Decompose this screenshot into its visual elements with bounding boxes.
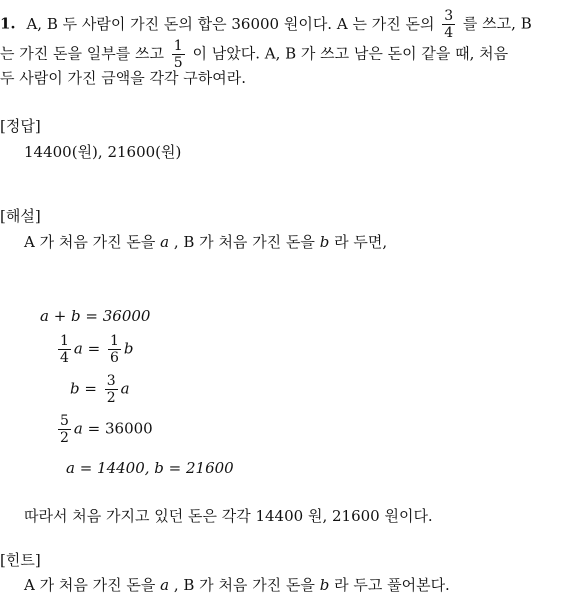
frac-den: 4 [444, 25, 454, 41]
problem-text-2a: 는 가진 돈을 일부를 쓰고 [0, 44, 164, 63]
eq-var: b [123, 339, 134, 358]
eq-rhs: = 36000 [82, 419, 153, 438]
problem-text-1a: A, B 두 사람이 가진 돈의 합은 36000 원이다. A 는 가진 돈의 [26, 14, 435, 33]
var-a: a [160, 576, 170, 594]
equation-4 [58, 413, 153, 446]
var-a: a [160, 233, 170, 251]
eq2-lhs-frac [58, 333, 71, 366]
eq4-frac [58, 413, 71, 446]
problem-text-1b: 를 쓰고, B [462, 14, 532, 33]
eq2-rhs-frac [108, 333, 121, 366]
equation-5: a = 14400, b = 21600 [66, 459, 234, 477]
frac-num: 3 [444, 8, 454, 24]
problem-text-2b: 이 남았다. A, B 가 쓰고 남은 돈이 같을 때, 처음 [192, 44, 509, 63]
hint-text [24, 575, 450, 595]
var-b: b [319, 576, 330, 594]
frac-num: 1 [109, 333, 119, 349]
problem-line-1 [0, 8, 532, 41]
solution-conclusion: 따라서 처음 가지고 있던 돈은 각각 14400 원, 21600 원이다. [24, 507, 433, 525]
problem-number: 1. [0, 14, 16, 33]
hint-heading: [힌트] [0, 551, 41, 569]
frac-num: 1 [60, 333, 69, 349]
answer-text: 14400(원), 21600(원) [24, 143, 182, 161]
frac-num: 1 [173, 38, 183, 54]
frac-den: 2 [60, 430, 69, 446]
eq-equals: = [82, 339, 105, 358]
fraction-one-fifth [172, 38, 185, 71]
hint-text-part: , B 가 처음 가진 돈을 [173, 576, 315, 594]
eq-var: a [73, 339, 83, 358]
intro-text: , B 가 처음 가진 돈을 [173, 233, 315, 251]
intro-text: 라 두면, [334, 233, 388, 251]
hint-text-part: 라 두고 풀어본다. [334, 576, 450, 594]
fraction-three-quarters [442, 8, 455, 41]
solution-heading: [해설] [0, 207, 41, 225]
eq-lhs: b = [70, 379, 102, 398]
equation-2 [58, 333, 134, 366]
frac-den: 5 [173, 55, 183, 71]
eq-var: a [73, 419, 83, 438]
equation-3 [70, 373, 130, 406]
solution-intro [24, 232, 387, 252]
frac-den: 2 [106, 390, 116, 406]
eq-var: a [120, 379, 130, 398]
hint-text-part: A 가 처음 가진 돈을 [24, 576, 156, 594]
problem-line-2 [0, 38, 508, 71]
frac-den: 6 [109, 350, 119, 366]
intro-text: A 가 처음 가진 돈을 [24, 233, 156, 251]
problem-line-3: 두 사람이 가진 금액을 각각 구하여라. [0, 69, 246, 87]
eq3-frac [105, 373, 118, 406]
answer-heading: [정답] [0, 117, 41, 135]
equation-1: a + b = 36000 [40, 307, 151, 325]
frac-num: 3 [106, 373, 116, 389]
frac-den: 4 [60, 350, 69, 366]
var-b: b [319, 233, 330, 251]
frac-num: 5 [60, 413, 69, 429]
